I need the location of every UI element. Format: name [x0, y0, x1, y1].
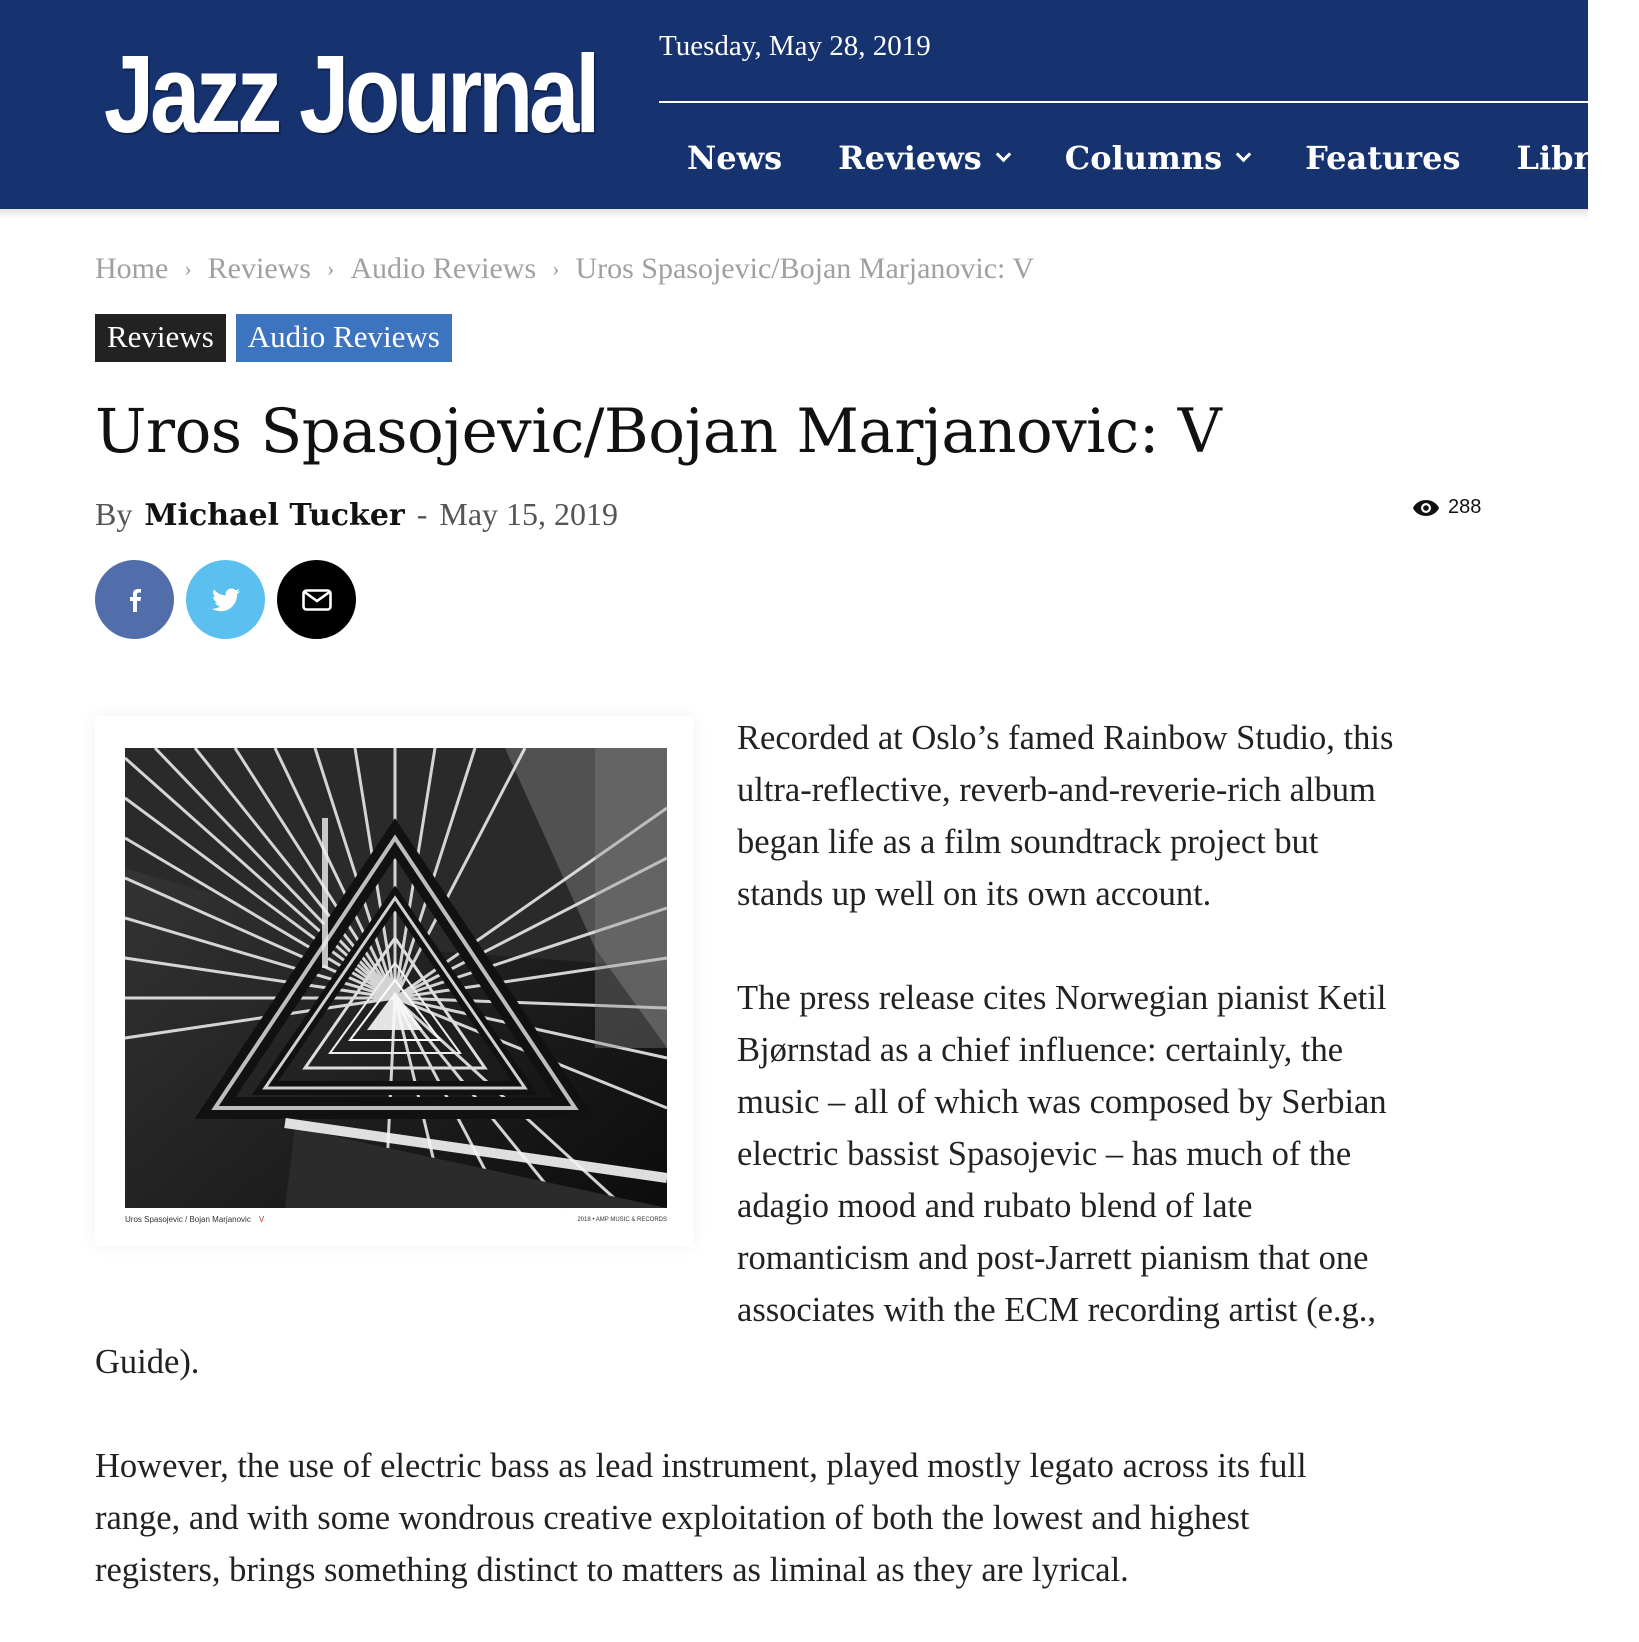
paragraph-line: range, and with some wondrous creative exploitation of both the lowest and highest — [95, 1499, 1250, 1537]
paragraph-line: Guide). — [95, 1343, 200, 1381]
album-caption-title: V — [258, 1215, 265, 1224]
album-caption-label: 2018 • AMP MUSIC & RECORDS — [577, 1217, 667, 1223]
publish-date: May 15, 2019 — [439, 496, 619, 532]
social-share — [95, 560, 356, 639]
site-logo[interactable]: Jazz Journal — [104, 33, 597, 156]
tag-reviews[interactable]: Reviews — [95, 314, 226, 362]
breadcrumb-audio-reviews[interactable]: Audio Reviews — [350, 252, 537, 285]
album-cover-image — [125, 748, 667, 1208]
paragraph-line: associates with the ECM recording artist (e.g., — [737, 1291, 1377, 1329]
twitter-share-button[interactable] — [186, 560, 265, 639]
breadcrumb-separator: › — [184, 256, 192, 281]
album-caption-artists-text: Uros Spasojevic / Bojan Marjanovic — [125, 1215, 251, 1224]
paragraph-line: The press release cites Norwegian pianist Ketil — [737, 979, 1387, 1017]
nav-item-library[interactable] — [1489, 128, 1639, 188]
nav-item-news[interactable] — [659, 128, 810, 188]
breadcrumb-current: Uros Spasojevic/Bojan Marjanovic: V — [575, 252, 1035, 285]
nav-item-columns[interactable] — [1037, 128, 1277, 188]
nav-item-reviews[interactable] — [810, 128, 1037, 188]
tag-audio-reviews[interactable]: Audio Reviews — [236, 314, 452, 362]
email-share-button[interactable] — [277, 560, 356, 639]
album-cover-art — [125, 748, 667, 1208]
article-paragraph-1 — [737, 712, 1497, 920]
site-header — [0, 0, 1612, 209]
author-link[interactable]: Michael Tucker — [144, 498, 405, 533]
breadcrumb-home[interactable]: Home — [95, 252, 169, 285]
paragraph-line: However, the use of electric bass as lead instrument, played mostly legato across its full — [95, 1447, 1307, 1485]
view-count-value: 288 — [1448, 496, 1482, 518]
breadcrumb — [95, 252, 1034, 286]
header-divider — [659, 101, 1588, 103]
article-paragraph-3 — [95, 1440, 1515, 1596]
album-caption-artists — [125, 1215, 264, 1224]
nav-item-features[interactable] — [1277, 128, 1488, 188]
current-date: Tuesday, May 28, 2019 — [659, 30, 931, 62]
eye-icon — [1412, 499, 1440, 517]
main-nav — [659, 128, 1639, 188]
by-label: By — [95, 496, 133, 532]
meta-separator: - — [416, 496, 428, 532]
paragraph-line: stands up well on its own account. — [737, 875, 1212, 913]
view-count — [1412, 496, 1481, 519]
paragraph-line: romanticism and post-Jarrett pianism that one — [737, 1239, 1369, 1277]
paragraph-line: registers, brings something distinct to matters as liminal as they are lyrical. — [95, 1551, 1129, 1589]
mail-icon — [302, 589, 332, 611]
nav-item-label: Reviews — [838, 139, 982, 177]
paragraph-line: began life as a film soundtrack project but — [737, 823, 1319, 861]
paragraph-line: ultra-reflective, reverb-and-reverie-rich album — [737, 771, 1376, 809]
chevron-down-icon — [996, 146, 1012, 162]
category-tags — [95, 314, 452, 362]
facebook-share-button[interactable] — [95, 560, 174, 639]
nav-item-label: Features — [1305, 139, 1461, 177]
breadcrumb-separator: › — [552, 256, 560, 281]
nav-item-label: Libra — [1516, 139, 1612, 177]
paragraph-line: electric bassist Spasojevic – has much of the — [737, 1135, 1352, 1173]
article-paragraph-2-tail — [95, 1336, 1495, 1388]
twitter-icon — [212, 588, 240, 612]
chevron-down-icon — [1236, 146, 1252, 162]
facebook-icon — [128, 588, 142, 612]
nav-item-label: News — [687, 139, 783, 177]
nav-item-label: Columns — [1064, 139, 1223, 177]
breadcrumb-separator: › — [326, 256, 335, 281]
paragraph-line: music – all of which was composed by Serbian — [737, 1083, 1387, 1121]
article-title: Uros Spasojevic/Bojan Marjanovic: V — [95, 396, 1222, 467]
paragraph-line: adagio mood and rubato blend of late — [737, 1187, 1253, 1225]
breadcrumb-reviews[interactable]: Reviews — [207, 252, 311, 285]
article-meta — [95, 496, 618, 533]
header-shadow — [0, 209, 1588, 219]
paragraph-line: Bjørnstad as a chief influence: certainly, the — [737, 1031, 1344, 1069]
paragraph-line: Recorded at Oslo’s famed Rainbow Studio, this — [737, 719, 1394, 757]
article-paragraph-2 — [737, 972, 1497, 1336]
album-cover-figure — [95, 716, 693, 1246]
